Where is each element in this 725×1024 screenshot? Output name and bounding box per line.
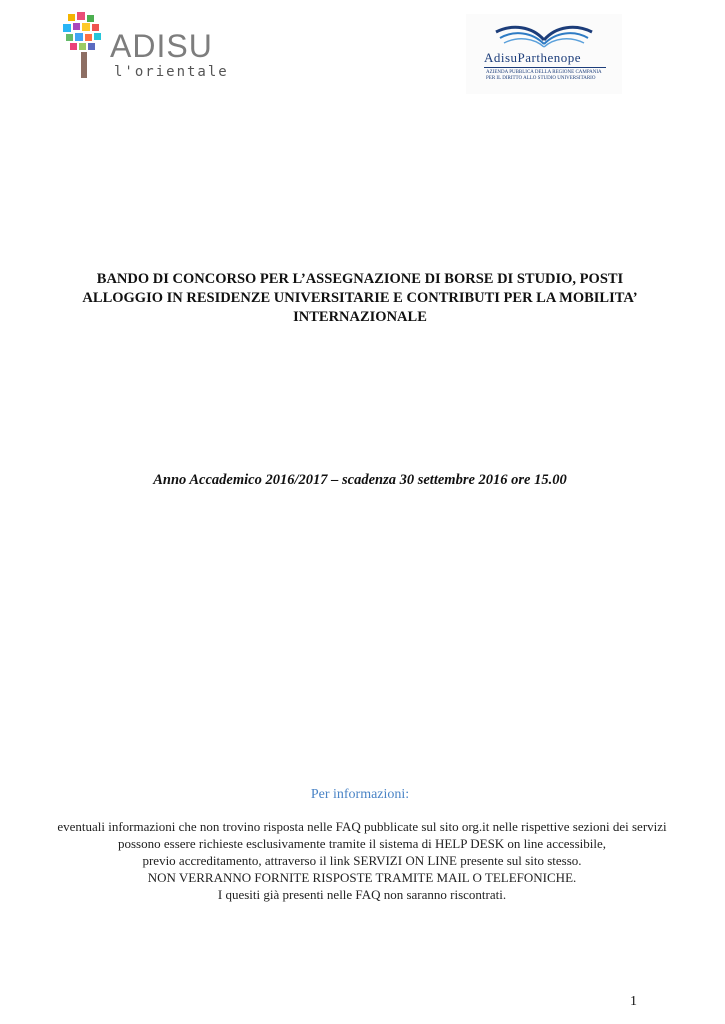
academic-year: Anno Accademico 2016/2017 – scadenza 30 settembre 2016 ore 15.00 (153, 472, 567, 488)
info-line: I quesiti già presenti nelle FAQ non saranno riscontrati. (217, 887, 507, 902)
adisu-sub-text: l'orientale (114, 64, 229, 80)
info-line: possono essere richieste esclusivamente tramite il sistema di HELP DESK on line accessibile, (118, 836, 606, 851)
info-body (52, 818, 672, 903)
info-heading: Per informazioni: (310, 787, 410, 802)
info-line: previo accreditamento, attraverso il link SERVIZI ON LINE presente sul sito stesso. (142, 853, 582, 868)
info-line: eventuali informazioni che non trovino risposta nelle FAQ pubblicate sul sito org.it nelle rispettive sezioni dei servizi (57, 819, 667, 834)
title-line: BANDO DI CONCORSO PER L’ASSEGNAZIONE DI BORSE DI STUDIO, POSTI (96, 271, 624, 287)
info-line: NON VERRANNO FORNITE RISPOSTE TRAMITE MAIL O TELEFONICHE. (147, 870, 577, 885)
document-title (60, 270, 660, 327)
page-number: 1 (630, 994, 637, 1009)
parthenope-tagline: AZIENDA PUBBLICA DELLA REGIONE CAMPANIA PER IL DIRITTO ALLO STUDIO UNIVERSITARIO (486, 70, 602, 81)
parthenope-logo (466, 14, 622, 94)
adisu-logo (60, 12, 229, 82)
tree-icon (60, 12, 112, 82)
adisu-brand-text: ADISU (110, 28, 213, 64)
book-icon (492, 18, 596, 48)
title-line: ALLOGGIO IN RESIDENZE UNIVERSITARIE E CONTRIBUTI PER LA MOBILITA’ (82, 290, 638, 306)
title-line: INTERNAZIONALE (293, 309, 427, 325)
parthenope-name: AdisuParthenope (484, 50, 582, 65)
logo-divider (484, 67, 606, 68)
